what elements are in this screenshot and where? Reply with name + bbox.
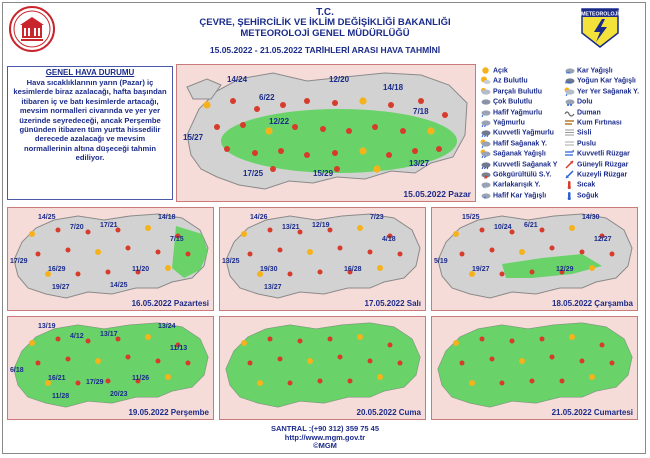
- sun-icon: [377, 265, 383, 271]
- sun-icon: [357, 334, 363, 340]
- legend-item: [564, 97, 593, 107]
- daily-temp: 11/13: [170, 345, 188, 352]
- daily-temp: 13/27: [264, 284, 282, 291]
- daily-temp: 16/29: [48, 266, 66, 273]
- heavy-rain-icon: [480, 128, 491, 137]
- legend-label: Puslu: [577, 140, 597, 148]
- sun-icon: [95, 249, 101, 255]
- thunderstorm-icon: [268, 228, 273, 233]
- partly-cloudy-icon: [480, 87, 491, 96]
- daily-temp: 14/26: [250, 214, 268, 221]
- legend-label: Sisli: [577, 129, 592, 137]
- daily-temp: 12/19: [312, 222, 330, 229]
- daily-temp: 14/30: [582, 214, 600, 221]
- partly-sunny-icon: [480, 76, 491, 85]
- svg-text:*,: *,: [483, 185, 486, 190]
- legend-label: Karlakarışık Y.: [493, 181, 541, 189]
- thunderstorm-icon: [400, 128, 406, 134]
- legend-item: [480, 108, 542, 118]
- legend-label: Hafif Sağanak Y.: [493, 140, 547, 148]
- legend-label: Parçalı Bulutlu: [493, 88, 543, 96]
- rain-icon: [480, 118, 491, 127]
- thunderstorm-icon: [106, 270, 111, 275]
- daily-map-date: 18.05.2022 Çarşamba: [552, 299, 633, 308]
- thunderstorm-icon: [126, 355, 131, 360]
- legend-label: Kar Yağışlı: [577, 67, 613, 75]
- thunderstorm-icon: [372, 124, 378, 130]
- thunderstorm-icon: [268, 337, 273, 342]
- thunderstorm-icon: [224, 146, 230, 152]
- sun-icon: [95, 358, 101, 364]
- daily-temp: 13/21: [282, 224, 300, 231]
- sun-icon: [241, 231, 247, 237]
- daily-temp: 16/21: [48, 375, 66, 382]
- sun-icon: [569, 225, 575, 231]
- sun-icon: [145, 225, 151, 231]
- thunderstorm-icon: [328, 337, 333, 342]
- daily-temp: 7/20: [70, 224, 84, 231]
- legend-item: [564, 76, 636, 86]
- thunderstorm-icon: [332, 100, 338, 106]
- daily-temp: 4/12: [70, 333, 84, 340]
- sun-icon: [480, 66, 491, 75]
- legend-item: [480, 170, 551, 180]
- shower-icon: [480, 149, 491, 158]
- daily-map-svg: [432, 317, 638, 420]
- thunderstorm-icon: [580, 359, 585, 364]
- thunderstorm-icon: [318, 270, 323, 275]
- daily-temp: 20/23: [110, 391, 128, 398]
- thunderstorm-icon: [304, 152, 310, 158]
- thunderstorm-icon: [56, 228, 61, 233]
- thunderstorm-icon: [106, 379, 111, 384]
- legend-item: [480, 97, 532, 107]
- legend-item: [480, 139, 547, 149]
- daily-map-date: 19.05.2022 Perşembe: [128, 408, 209, 417]
- daily-temp: 7/15: [170, 236, 184, 243]
- thunderstorm-icon: [278, 357, 283, 362]
- thunderstorm-icon: [398, 252, 403, 257]
- legend-label: Gökgürültülü S.Y.: [493, 171, 552, 179]
- scattered-shower-icon: [564, 87, 575, 96]
- daily-map-date: 21.05.2022 Cumartesi: [551, 408, 633, 417]
- fog-icon: [564, 128, 575, 137]
- thunderstorm-icon: [540, 228, 545, 233]
- thunderstorm-icon: [278, 248, 283, 253]
- legend-label: Hafif Kar Yağışlı: [493, 192, 547, 200]
- thunderstorm-icon: [530, 270, 535, 275]
- thunderstorm-icon: [186, 252, 191, 257]
- footer-phone: SANTRAL :(+90 312) 359 75 45: [270, 424, 380, 433]
- thunderstorm-icon: [580, 250, 585, 255]
- main-temp: 6/22: [259, 93, 275, 102]
- legend-item: [480, 76, 528, 86]
- sun-icon: [165, 265, 171, 271]
- thunderstorm-icon: [510, 339, 515, 344]
- sun-icon: [29, 231, 35, 237]
- thunderstorm-icon: [320, 126, 326, 132]
- daily-temp: 5/19: [434, 258, 448, 265]
- legend-label: Çok Bulutlu: [493, 98, 533, 106]
- thunderstorm-zone: [438, 323, 632, 407]
- thunderstorm-icon: [254, 106, 260, 112]
- daily-temp: 19/30: [260, 266, 278, 273]
- thunderstorm-icon: [280, 102, 286, 108]
- heavy-shower-icon: [480, 160, 491, 169]
- summary-title: GENEL HAVA DURUMU: [45, 68, 135, 77]
- thunderstorm-icon: [550, 355, 555, 360]
- legend-item: [564, 160, 628, 170]
- thunderstorm-icon: [490, 248, 495, 253]
- daily-forecast-map: [431, 316, 638, 420]
- daily-temp: 17/29: [10, 258, 28, 265]
- thunderstorm-icon: [442, 112, 448, 118]
- daily-temp: 13/24: [158, 323, 176, 330]
- sun-icon: [265, 127, 272, 134]
- sun-icon: [359, 97, 366, 104]
- sun-icon: [29, 340, 35, 346]
- legend-item: [564, 170, 627, 180]
- daily-temp: 13/19: [38, 323, 56, 330]
- daily-temp: 17/21: [100, 222, 118, 229]
- strong-wind-icon: [564, 149, 575, 158]
- daily-forecast-map: [219, 207, 426, 311]
- legend-label: Sıcak: [577, 181, 596, 189]
- legend-item: [480, 149, 546, 159]
- legend-label: Sağanak Yağışlı: [493, 150, 546, 158]
- daily-temp: 14/25: [110, 282, 128, 289]
- thunderstorm-icon: [600, 343, 605, 348]
- daily-map-date: 20.05.2022 Cuma: [356, 408, 421, 417]
- thunderstorm-icon: [346, 128, 352, 134]
- thunderstorm-icon: [86, 230, 91, 235]
- daily-temp: 17/29: [86, 379, 104, 386]
- north-wind-icon: [564, 170, 575, 179]
- main-temp: 15/29: [313, 169, 334, 178]
- thunderstorm-icon: [288, 381, 293, 386]
- thunderstorm-icon: [480, 337, 485, 342]
- legend-label: Kum Fırtınası: [577, 119, 622, 127]
- sun-icon: [373, 165, 380, 172]
- thunderstorm-icon: [156, 359, 161, 364]
- thunderstorm-icon: [368, 359, 373, 364]
- thunderstorm-icon: [56, 337, 61, 342]
- legend-item: [564, 180, 595, 190]
- legend-item: [564, 108, 601, 118]
- legend-item: [480, 118, 525, 128]
- thunderstorm-zone: [226, 323, 420, 407]
- thunderstorm-icon: [460, 252, 465, 257]
- thunderstorm-icon: [550, 246, 555, 251]
- mgm-logo-text: METEOROLOJİ: [581, 11, 619, 18]
- daily-temp: 7/23: [370, 214, 384, 221]
- sun-icon: [469, 380, 475, 386]
- sun-icon: [589, 374, 595, 380]
- sun-icon: [307, 358, 313, 364]
- thunderstorm-icon: [214, 124, 220, 130]
- thunderstorm-icon: [66, 357, 71, 362]
- thunderstorm-icon: [298, 339, 303, 344]
- legend-label: Duman: [577, 108, 601, 116]
- legend-item: [480, 87, 542, 97]
- daily-forecast-map: [7, 316, 214, 420]
- thunderstorm-icon: [530, 379, 535, 384]
- daily-forecast-map: [7, 207, 214, 311]
- thunderstorm-icon: [386, 152, 392, 158]
- thunderstorm-icon: [388, 102, 394, 108]
- daily-temp: 15/25: [462, 214, 480, 221]
- legend-item: [564, 87, 639, 97]
- light-rain-icon: [480, 108, 491, 117]
- general-weather-summary: [7, 66, 173, 200]
- thunderstorm-icon: [480, 170, 491, 179]
- thunderstorm-icon: [304, 98, 310, 104]
- main-temp: 12/22: [269, 117, 290, 126]
- thunderstorm-icon: [388, 343, 393, 348]
- daily-temp: 12/27: [594, 236, 612, 243]
- daily-temp: 13/25: [222, 258, 240, 265]
- thunderstorm-icon: [368, 250, 373, 255]
- sun-icon: [453, 231, 459, 237]
- light-snow-icon: [480, 191, 491, 200]
- thunderstorm-icon: [540, 337, 545, 342]
- sun-icon: [589, 265, 595, 271]
- legend-label: Güneyli Rüzgar: [577, 160, 629, 168]
- footer-contact: [0, 425, 650, 451]
- daily-temp: 6/18: [10, 367, 24, 374]
- main-temp: 12/20: [329, 75, 350, 84]
- sun-icon: [519, 358, 525, 364]
- light-shower-icon: [480, 139, 491, 148]
- legend-label: Açık: [493, 67, 508, 75]
- thunderstorm-icon: [560, 379, 565, 384]
- thunderstorm-icon: [480, 228, 485, 233]
- thunderstorm-icon: [500, 381, 505, 386]
- header-ministry: ÇEVRE, ŞEHİRCİLİK VE İKLİM DEĞİŞİKLİĞİ BAKANLIĞI: [199, 17, 451, 28]
- main-temp: 15/27: [183, 133, 204, 142]
- footer-copyright: ©MGM: [313, 441, 337, 450]
- legend-item: [564, 128, 591, 138]
- header-forecast-range: 15.05.2022 - 21.05.2022 TARİHLERİ ARASI HAVA TAHMİNİ: [209, 45, 441, 55]
- legend-label: Kuzeyli Rüzgar: [577, 171, 628, 179]
- weather-legend: [480, 66, 644, 202]
- thunderstorm-icon: [248, 361, 253, 366]
- thunderstorm-icon: [36, 252, 41, 257]
- legend-item: [564, 118, 622, 128]
- sun-icon: [307, 249, 313, 255]
- thunderstorm-icon: [610, 252, 615, 257]
- sun-icon: [427, 127, 434, 134]
- main-forecast-map: [176, 64, 476, 202]
- legend-label: Kuvvetli Yağmurlu: [493, 129, 554, 137]
- daily-temp: 19/27: [52, 284, 70, 291]
- thunderstorm-icon: [418, 98, 424, 104]
- thunderstorm-icon: [186, 361, 191, 366]
- thunderstorm-icon: [436, 146, 442, 152]
- thunderstorm-icon: [292, 124, 298, 130]
- legend-item: [564, 139, 596, 149]
- thunderstorm-icon: [318, 379, 323, 384]
- thunderstorm-icon: [76, 381, 81, 386]
- thunderstorm-icon: [398, 361, 403, 366]
- daily-temp: 14/18: [158, 214, 176, 221]
- thunderstorm-icon: [36, 361, 41, 366]
- thunderstorm-icon: [460, 361, 465, 366]
- legend-item: [564, 149, 630, 159]
- svg-text:**: **: [566, 71, 570, 75]
- daily-map-svg: [220, 317, 426, 420]
- daily-temp: 11/26: [132, 375, 150, 382]
- svg-text:*: *: [484, 196, 486, 200]
- thunderstorm-icon: [288, 272, 293, 277]
- daily-temp: 19/27: [472, 266, 490, 273]
- main-map-date: 15.05.2022 Pazar: [403, 189, 471, 199]
- main-temp: 14/18: [383, 83, 404, 92]
- sun-icon: [359, 147, 366, 154]
- thunderstorm-icon: [270, 166, 276, 172]
- daily-temp: 11/28: [52, 393, 70, 400]
- hail-icon: [564, 97, 575, 106]
- legend-item: [564, 191, 598, 201]
- legend-item: [480, 128, 554, 138]
- thunderstorm-icon: [332, 150, 338, 156]
- legend-label: Dolu: [577, 98, 593, 106]
- main-temp: 14/24: [227, 75, 248, 84]
- snow-icon: [564, 66, 575, 75]
- daily-temp: 16/28: [344, 266, 362, 273]
- daily-forecast-map: [219, 316, 426, 420]
- sun-icon: [203, 101, 210, 108]
- sun-icon: [377, 374, 383, 380]
- legend-label: Yağmurlu: [493, 119, 525, 127]
- thunderstorm-icon: [126, 246, 131, 251]
- haze-icon: [564, 139, 575, 148]
- thunderstorm-icon: [156, 250, 161, 255]
- daily-map-date: 17.05.2022 Salı: [364, 299, 421, 308]
- hot-icon: [564, 180, 575, 189]
- main-temp: 17/25: [243, 169, 264, 178]
- legend-item: [480, 191, 546, 201]
- thunderstorm-icon: [412, 148, 418, 154]
- sun-icon: [145, 334, 151, 340]
- sun-icon: [453, 340, 459, 346]
- sun-icon: [257, 380, 263, 386]
- legend-item: [480, 66, 508, 76]
- sandstorm-icon: [564, 118, 575, 127]
- legend-item: [480, 180, 540, 190]
- legend-label: Yoğun Kar Yağışlı: [577, 77, 636, 85]
- legend-label: Soğuk: [577, 192, 599, 200]
- header-directorate: METEOROLOJİ GENEL MÜDÜRLÜĞÜ: [240, 28, 410, 39]
- thunderstorm-icon: [348, 379, 353, 384]
- thunderstorm-icon: [86, 339, 91, 344]
- thunderstorm-icon: [248, 252, 253, 257]
- sun-icon: [165, 374, 171, 380]
- header-tc: T.C.: [316, 7, 334, 18]
- thunderstorm-icon: [338, 246, 343, 251]
- legend-label: Yer Yer Sağanak Y.: [577, 88, 640, 96]
- thunderstorm-icon: [500, 272, 505, 277]
- daily-temp: 4/18: [382, 236, 396, 243]
- thunderstorm-icon: [230, 98, 236, 104]
- sun-icon: [569, 334, 575, 340]
- daily-temp: 12/29: [556, 266, 574, 273]
- main-temp: 7/18: [413, 107, 429, 116]
- main-temp: 13/27: [409, 159, 430, 168]
- daily-temp: 13/17: [100, 331, 118, 338]
- daily-temp: 14/25: [38, 214, 56, 221]
- thunderstorm-icon: [278, 148, 284, 154]
- thunderstorm-icon: [610, 361, 615, 366]
- smoke-icon: [564, 108, 575, 117]
- legend-label: Kuvvetli Rüzgar: [577, 150, 630, 158]
- thunderstorm-icon: [66, 248, 71, 253]
- heavy-snow-icon: [564, 76, 575, 85]
- legend-item: [480, 160, 557, 170]
- sleet-icon: [480, 180, 491, 189]
- sun-icon: [241, 340, 247, 346]
- daily-map-date: 16.05.2022 Pazartesi: [131, 299, 209, 308]
- daily-temp: 6/21: [524, 222, 538, 229]
- thunderstorm-icon: [490, 357, 495, 362]
- legend-item: [564, 66, 613, 76]
- summary-text: Hava sıcaklıklarının yarın (Pazar) iç kesimlerde biraz azalacağı, hafta başından itibaren iç ve batı kesimlerde artacağı, mevsim normalleri civarında ve yer yer üzerinde seyredeceği, ancak Perşembe gününden itibaren tüm yurtta hissedilir derecede azalacağı ve mevsim normallerinin altına düşeceği tahmin ediliyor.: [13, 78, 167, 163]
- thunderstorm-icon: [76, 272, 81, 277]
- footer-website[interactable]: http://www.mgm.gov.tr: [284, 432, 366, 442]
- main-map-svg: [177, 65, 476, 202]
- daily-temp: 10/24: [494, 224, 512, 231]
- thunderstorm-icon: [240, 122, 246, 128]
- legend-label: Kuvvetli Sağanak Y: [493, 160, 558, 168]
- south-wind-icon: [564, 160, 575, 169]
- sun-icon: [519, 249, 525, 255]
- legend-label: Az Bulutlu: [493, 77, 528, 85]
- cold-icon: [564, 191, 575, 200]
- thunderstorm-icon: [252, 150, 258, 156]
- cloudy-icon: [480, 97, 491, 106]
- sun-icon: [357, 225, 363, 231]
- thunderstorm-icon: [334, 166, 340, 172]
- svg-text:***: ***: [565, 81, 571, 86]
- legend-label: Hafif Yağmurlu: [493, 108, 543, 116]
- daily-forecast-map: [431, 207, 638, 311]
- thunderstorm-icon: [338, 355, 343, 360]
- daily-temp: 11/20: [132, 266, 150, 273]
